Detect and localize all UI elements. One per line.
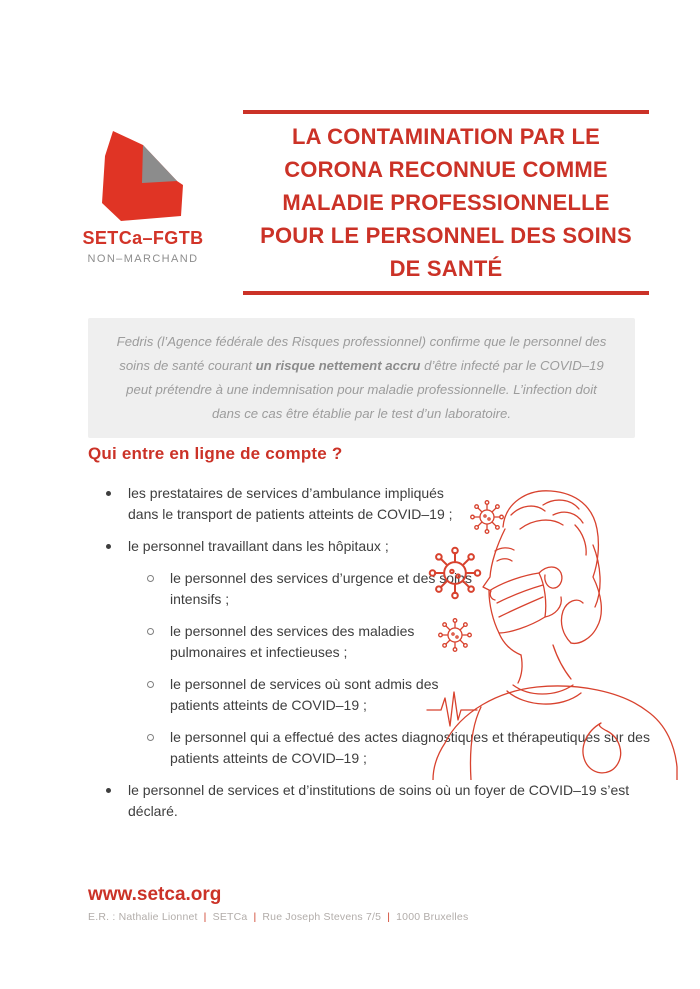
title-rule-bottom	[243, 291, 649, 295]
separator: |	[203, 911, 207, 923]
list-item-text: le personnel de services et d’institutions de soins où un foyer de COVID–19 s’est déclaré.	[128, 782, 630, 819]
intro-text	[114, 330, 609, 426]
footer-part: E.R. : Nathalie Lionnet	[88, 911, 198, 923]
virus-icon	[471, 501, 504, 534]
website-link[interactable]: www.setca.org	[88, 884, 222, 905]
list-item-text: le personnel de services où sont admis des patients atteints de COVID–19 ;	[170, 676, 439, 713]
title-line: POUR LE PERSONNEL DES SOINS	[260, 223, 632, 248]
list-item	[88, 483, 478, 525]
separator: |	[253, 911, 257, 923]
footer-part: Rue Joseph Stevens 7/5	[262, 911, 382, 923]
intro-box	[88, 318, 635, 438]
title-block	[243, 110, 649, 295]
logo-name: SETCa–FGTB	[82, 228, 204, 248]
separator: |	[387, 911, 391, 923]
title-rule-top	[243, 110, 649, 114]
section-heading: Qui entre en ligne de compte ?	[88, 444, 343, 463]
list-item	[88, 780, 658, 822]
list-item	[88, 621, 470, 663]
heartbeat-line	[427, 692, 477, 726]
nurse-mask-illustration	[425, 485, 695, 780]
list-item-text: le personnel travaillant dans les hôpitaux ;	[128, 538, 389, 554]
page-title	[243, 120, 649, 285]
intro-text-before: Fedris (l’Agence fédérale des Risques professionnel) confirme que le personnel des soins de santé courant	[116, 334, 607, 373]
title-line: DE SANTÉ	[389, 256, 503, 281]
list-item-text: le personnel des services d’urgence et des soins intensifs ;	[170, 570, 472, 607]
list-item-text: le personnel des services des maladies pulmonaires et infectieuses ;	[170, 623, 415, 660]
intro-text-bold: un risque nettement accru	[255, 358, 421, 373]
footer-small-print	[88, 911, 648, 923]
title-line: LA CONTAMINATION PAR LE	[291, 124, 601, 149]
footer-part: 1000 Bruxelles	[396, 911, 469, 923]
virus-icon	[439, 619, 472, 652]
virus-icon	[430, 548, 481, 599]
title-line: MALADIE PROFESSIONNELLE	[282, 190, 610, 215]
setca-logo-icon	[100, 128, 186, 224]
footer-part: SETCa	[212, 911, 248, 923]
logo-text-block	[72, 228, 214, 265]
list-item-text: les prestataires de services d’ambulance impliqués dans le transport de patients atteints de COVID–19 ;	[128, 485, 453, 522]
intro-text-after: d’être infecté par le COVID–19 peut prétendre à une indemnisation pour maladie professionnelle. L’infection doit dans ce cas être établie par le test d’un laboratoire.	[126, 358, 604, 421]
footer	[88, 884, 648, 923]
list-item-text: le personnel qui a effectué des actes diagnostiques et thérapeutiques sur des patients atteints de COVID–19 ;	[170, 729, 650, 766]
logo-subtitle: NON–MARCHAND	[87, 253, 199, 265]
title-line: CORONA RECONNUE COMME	[284, 157, 608, 182]
